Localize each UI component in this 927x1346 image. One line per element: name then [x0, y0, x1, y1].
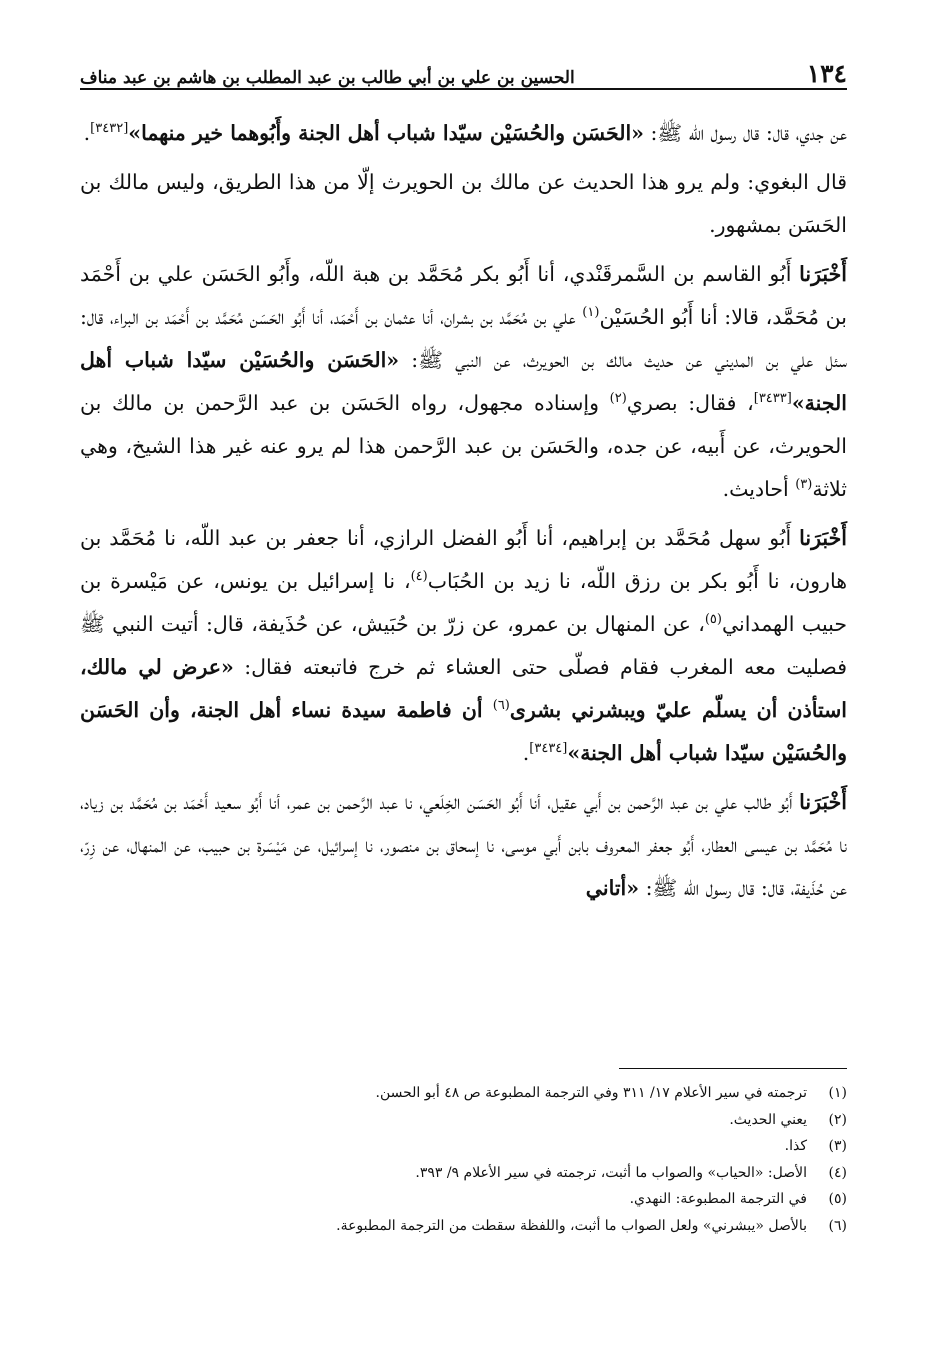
- footnote-text: يعني الحديث.: [729, 1111, 807, 1128]
- text-run: .: [83, 121, 91, 145]
- footnote-divider: [619, 1068, 847, 1069]
- paragraph-1: [80, 112, 847, 155]
- footnote-ref[interactable]: (٢): [609, 391, 627, 407]
- text-run: قال البغوي: ولم يرو هذا الحديث عن مالك بن الحويرث إلّا من هذا الطريق، وليس مالك بن الحَسَن بمشهور.: [80, 170, 847, 237]
- hadith-quote: «أتاني: [585, 876, 640, 900]
- footnote-text: كذا.: [784, 1138, 807, 1154]
- footnote-item: [80, 1133, 847, 1160]
- footnote-ref[interactable]: (٤): [410, 569, 428, 585]
- paragraph-lead: أَخْبَرَنا: [799, 790, 847, 814]
- hadith-quote: «الحَسَن والحُسَيْن سيّدا شباب أهل الجنة»: [80, 348, 847, 415]
- running-title: الحسين بن علي بن أبي طالب بن عبد المطلب بن هاشم بن عبد مناف: [80, 68, 575, 88]
- text-run: وإسناده مجهول، رواه الحَسَن بن عبد الرَّحمن بن مالك بن الحويرث، عن أَبيه، عن جده، والحَسَن بن عبد الرَّحمن هذا لم يرو عنه غير هذا الشيخ، وهي ثلاثة: [80, 391, 847, 501]
- footnote-number: (٥): [828, 1191, 847, 1207]
- hadith-number: [٣٤٣٣]: [753, 391, 792, 407]
- hadith-quote: أن فاطمة سيدة نساء أهل الجنة، وأن الحَسَن والحُسَيْن سيّدا شباب أهل الجنة»: [80, 698, 847, 765]
- text-run: علي بن مُحَمَّد بن بشران، أنا عثمان بن أَحْمَد، أنا أَبُو الحَسَن مُحَمَّد بن أَحْمَد بن البراء، قال: سئل علي بن المديني عن حديث مالك بن الحويرث، عن النبي ﷺ:: [80, 305, 847, 372]
- main-text: [80, 112, 847, 916]
- footnote-number: (١): [828, 1085, 847, 1101]
- footnote-text: في الترجمة المطبوعة: النهدي.: [629, 1191, 807, 1207]
- footnote-number: (٦): [828, 1217, 847, 1234]
- page-header: [80, 48, 847, 88]
- footnote-number: (٣): [828, 1138, 847, 1154]
- footnotes: [80, 1080, 847, 1239]
- text-run: أَبُو القاسم بن السَّمرقَنْدي، أنا أَبُو بكر مُحَمَّد بن هبة اللّه، وأَبُو الحَسَن علي بن أَحْمَد بن مُحَمَّد، قالا: أنا أَبُو الحُسَيْن: [80, 262, 847, 329]
- text-run: .: [522, 741, 530, 765]
- footnote-item: [80, 1080, 847, 1107]
- text-run: أَبُو سهل مُحَمَّد بن إبراهيم، أنا أَبُو الفضل الرازي، أنا جعفر بن عبد اللّه، نا مُحَمَّد بن هارون، نا أَبُو بكر بن رزق اللّه، نا زيد بن الحُبَاب: [80, 526, 848, 593]
- footnote-item: [80, 1160, 847, 1187]
- footnote-ref[interactable]: (٥): [704, 612, 722, 628]
- text-run: ، عن المنهال بن عمرو، عن زرّ بن حُبَيش، عن حُذَيفة، قال: أتيت النبي ﷺ فصليت معه المغرب فقام فصلّى حتى العشاء ثم خرج فاتبعته فقال:: [80, 612, 847, 679]
- footnote-text: ترجمته في سير الأعلام ١٧/ ٣١١ وفي الترجمة المطبوعة ص ٤٨ أبو الحسن.: [375, 1085, 807, 1101]
- hadith-number: [٣٤٣٤]: [529, 741, 568, 757]
- hadith-quote: «الحَسَن والحُسَيْن سيّدا شباب أهل الجنة وأَبُوهما خير منهما»: [128, 121, 644, 145]
- text-run: ، نا إسرائيل بن يونس، عن مَيْسرة بن حبيب الهمداني: [80, 569, 847, 636]
- paragraph-lead: أَخْبَرَنا: [799, 526, 847, 550]
- footnote-ref[interactable]: (٦): [492, 698, 510, 714]
- footnote-ref[interactable]: (١): [582, 305, 600, 321]
- footnote-number: (٤): [828, 1164, 847, 1181]
- text-run: ، فقال: بصري: [626, 391, 754, 415]
- paragraph-lead: أَخْبَرَنا: [799, 262, 847, 286]
- footnote-text: الأصل: «الحياب» والصواب ما أثبت، ترجمته في سير الأعلام ٩/ ٣٩٣.: [415, 1164, 807, 1181]
- hadith-quote: «عرض لي مالك، استأذن أن يسلّم عليّ ويبشرني بشرى: [80, 655, 847, 722]
- footnote-item: [80, 1213, 847, 1240]
- footnote-item: [80, 1107, 847, 1134]
- hadith-number: [٣٤٣٢]: [90, 121, 129, 137]
- text-run: أَبُو طالب علي بن عبد الرَّحمن بن أَبي عقيل، أنا أَبُو الحَسَن الخِلَعي، نا عبد الرَّحمن بن عمر، أنا أَبُو سعيد أَحْمَد بن مُحَمَّد بن زياد، نا مُحَمَّد بن عيسى العطار، أَبُو جعفر المعروف بابن أَبي موسى، نا إسحاق بن منصور، نا إسرائيل، عن مَيْسَرة بن حبيب، عن المنهال، عن زِرّ، عن حُذَيفة، قال: قال رسول الله ﷺ:: [80, 790, 847, 900]
- header-divider: [80, 88, 847, 90]
- text-run: عن جدي، قال: قال رسول الله ﷺ:: [644, 121, 847, 145]
- page-number: ١٣٤: [806, 59, 847, 88]
- footnote-text: بالأصل «يبشرني» ولعل الصواب ما أثبت، واللفظة سقطت من الترجمة المطبوعة.: [336, 1217, 807, 1234]
- footnote-number: (٢): [828, 1111, 847, 1128]
- paragraph-2: [80, 161, 847, 247]
- footnote-ref[interactable]: (٣): [795, 477, 813, 493]
- footnote-item: [80, 1186, 847, 1213]
- paragraph-4: [80, 517, 847, 775]
- text-run: أحاديث.: [722, 477, 796, 501]
- paragraph-5: [80, 781, 847, 910]
- paragraph-3: [80, 253, 847, 511]
